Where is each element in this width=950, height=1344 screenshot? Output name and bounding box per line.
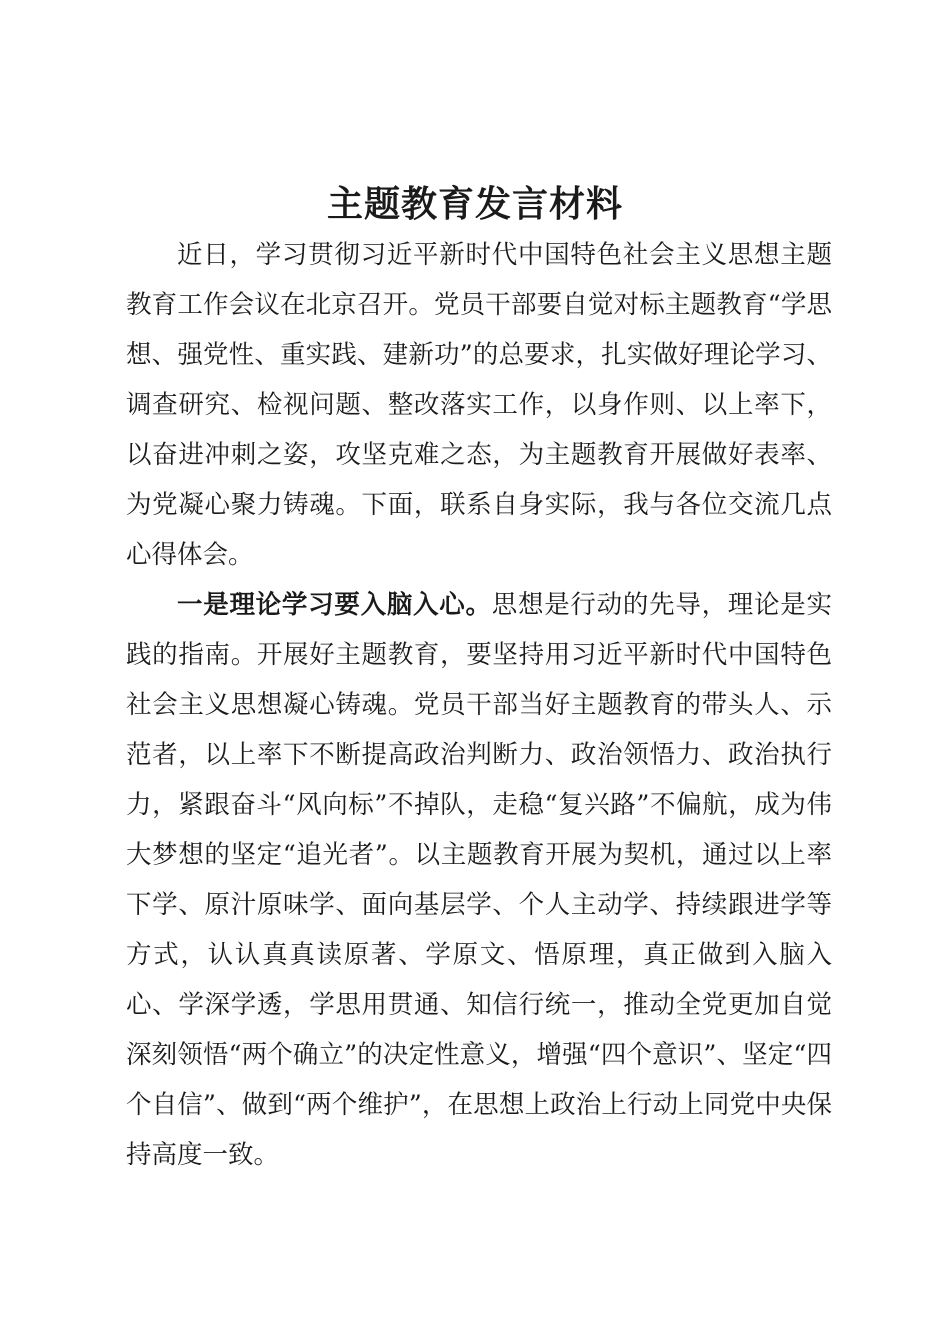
paragraph-theory-study — [126, 580, 832, 1180]
document-title: 主题教育发言材料 — [326, 184, 623, 225]
paragraph-body: 思想是行动的先导，理论是实践的指南。开展好主题教育，要坚持用习近平新时代中国特色社会主义思想凝心铸魂。党员干部当好主题教育的带头人、示范者，以上率下不断提高政治判断力、政治领悟力、政治执行力，紧跟奋斗“风向标”不掉队，走稳“复兴路”不偏航，成为伟大梦想的坚定“追光者”。以主题教育开展为契机，通过以上率下学、原汁原味学、面向基层学、个人主动学、持续跟进学等方式，认认真真读原著、学原文、悟原理，真正做到入脑入心、学深学透，学思用贯通、知信行统一，推动全党更加自觉深刻领悟“两个确立”的决定性意义，增强“四个意识”、坚定“四个自信”、做到“两个维护”，在思想上政治上行动上同党中央保持高度一致。 — [126, 590, 832, 1170]
paragraph-intro: 近日，学习贯彻习近平新时代中国特色社会主义思想主题教育工作会议在北京召开。党员干部要自觉对标主题教育“学思想、强党性、重实践、建新功”的总要求，扎实做好理论学习、调查研究、检视问题、整改落实工作，以身作则、以上率下，以奋进冲刺之姿，攻坚克难之态，为主题教育开展做好表率、为党凝心聚力铸魂。下面，联系自身实际，我与各位交流几点心得体会。 — [126, 240, 832, 570]
paragraph-lead-heading: 一是理论学习要入脑入心。 — [177, 590, 492, 620]
